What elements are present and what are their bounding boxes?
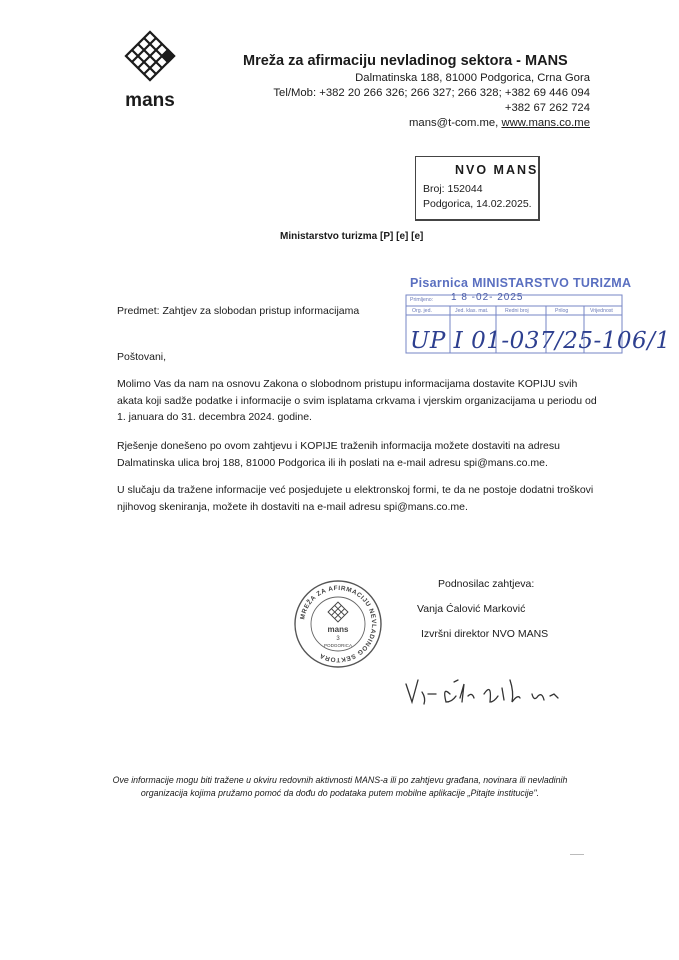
seal-ring-text: MREŽA ZA AFIRMACIJU NEVLADINOG SEKTORA	[299, 584, 378, 664]
letter-paragraph-3: U slučaju da tražene informacije već posjedujete u elektronskoj formi, te da ne postoje dodatni troškovi njihovog skeniranja, možete ih dostaviti na e-mail adresu spi@mans.co.me.	[117, 484, 594, 513]
registry-stamp-title: Pisarnica MINISTARSTVO TURIZMA	[410, 276, 632, 290]
seal-number: 3	[336, 636, 340, 642]
nvo-title: NVO MANS	[455, 163, 539, 177]
stamp-date: 1 8 -02- 2025	[451, 292, 524, 303]
org-address: Dalmatinska 188, 81000 Podgorica, Crna Gora	[355, 72, 590, 84]
handwritten-signature	[402, 672, 572, 712]
org-email: mans@t-com.me,	[409, 117, 499, 129]
letter-subject: Predmet: Zahtjev za slobodan pristup informacijama	[117, 305, 360, 317]
logo-text: mans	[125, 90, 175, 111]
org-contact	[409, 117, 590, 129]
org-website-link[interactable]: www.mans.co.me	[501, 117, 590, 129]
seal-city: PODGORICA	[323, 643, 353, 648]
org-phone-line1: Tel/Mob: +382 20 266 326; 266 327; 266 328; +382 69 446 094	[273, 87, 590, 99]
signatory-role: Izvršni direktor NVO MANS	[421, 628, 549, 640]
mans-logo	[110, 28, 190, 112]
stamp-col-redni: Redni broj	[505, 308, 529, 314]
stamp-col-vrijednost: Vrijednost	[590, 308, 613, 314]
letter-salutation: Poštovani,	[117, 351, 167, 363]
stamp-label-received: Primljeno:	[410, 297, 434, 303]
seal-center-text: mans	[327, 625, 349, 634]
signatory-name: Vanja Ćalović Marković	[417, 603, 526, 615]
stamp-col-klas: Jed. klas. mat.	[455, 308, 489, 314]
footer-note: Ove informacije mogu biti tražene u okviru redovnih aktivnosti MANS-a ili po zahtjevu građana, novinara ili nevladinih organizacija kojima pružamo pomoć da dođu do podataka putem mobilne aplikacije „Pitajte institucije".	[112, 775, 568, 798]
letter-paragraph-1: Molimo Vas da nam na osnovu Zakona o slobodnom pristupu informacijama dostavite KOPIJU svih akata koji sadže podatke i informacije o svim isplatama crkvama i vjerskim organizacijama u periodu od 1. januara do 31. decembra 2024. godine.	[117, 378, 597, 423]
mans-seal	[292, 578, 384, 670]
stamp-col-org: Org. jed.	[412, 308, 432, 314]
stamp-handwritten-number: UP I 01-037/25-106/1	[410, 328, 671, 354]
signature-label: Podnosilac zahtjeva:	[438, 578, 535, 590]
org-phone-line2: +382 67 262 724	[504, 102, 590, 114]
recipient: Ministarstvo turizma [P] [e] [e]	[280, 231, 424, 242]
nvo-place-date: Podgorica, 14.02.2025.	[423, 198, 532, 210]
org-name: Mreža za afirmaciju nevladinog sektora - MANS	[243, 53, 568, 69]
letter-paragraph-2: Rješenje donešeno po ovom zahtjevu i KOPIJE traženih informacija možete dostaviti na adresu Dalmatinska ulica broj 188, 81000 Podgorica ili ih poslati na e-mail adresu spi@mans.co.me.	[117, 440, 560, 469]
nvo-broj: Broj: 152044	[423, 183, 483, 195]
footer-dash	[570, 854, 584, 855]
stamp-col-prilog: Prilog	[555, 308, 569, 314]
